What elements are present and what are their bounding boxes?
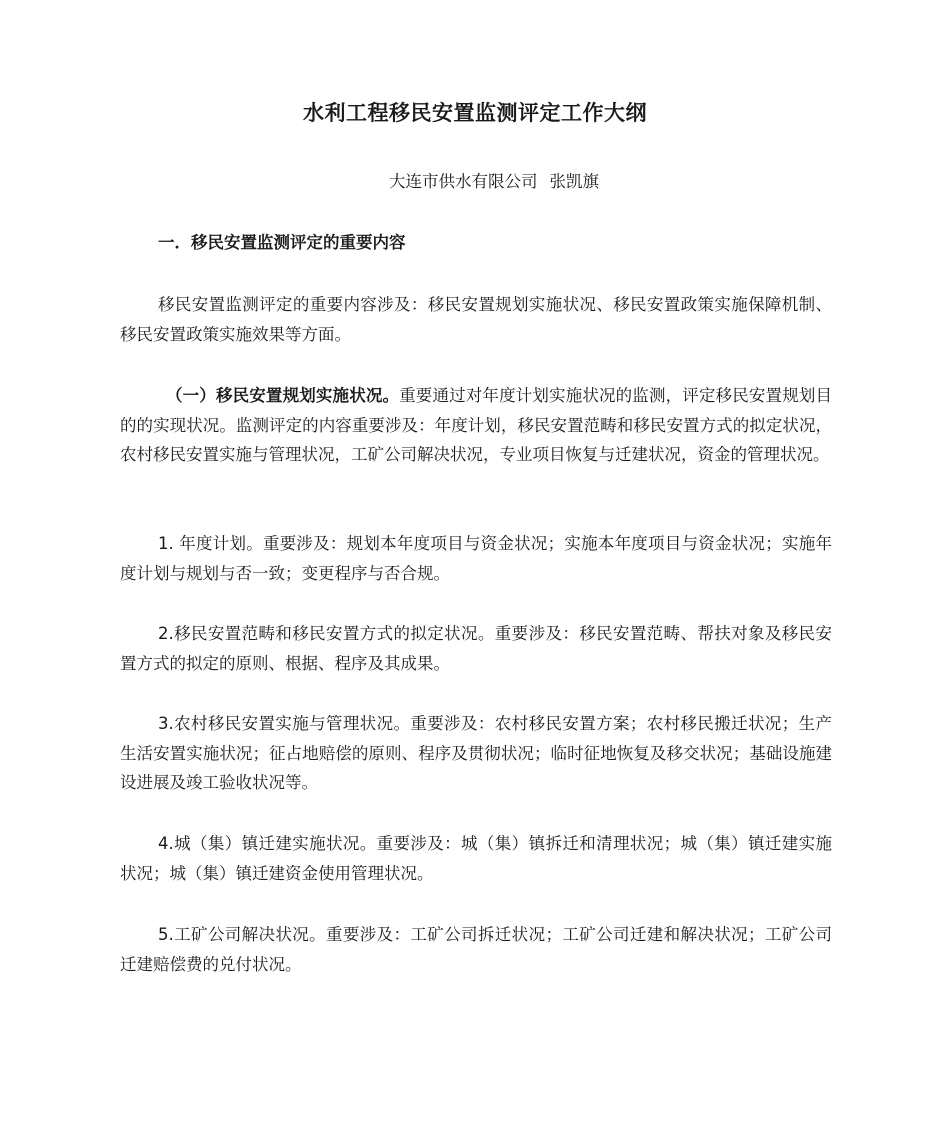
paragraph-text: 移民安置监测评定的重要内容涉及：移民安置规划实施状况、移民安置政策实施保障机制、移民安置政策实施效果等方面。 bbox=[120, 295, 832, 344]
paragraph-text: 2.移民安置范畴和移民安置方式的拟定状况。重要涉及：移民安置范畴、帮扶对象及移民安置方式的拟定的原则、根据、程序及其成果。 bbox=[120, 624, 832, 673]
paragraph-text: 3.农村移民安置实施与管理状况。重要涉及：农村移民安置方案；农村移民搬迁状况；生产生活安置实施状况；征占地赔偿的原则、程序及贯彻状况；临时征地恢复及移交状况；基础设施建设进展及竣工验收状况等。 bbox=[120, 714, 832, 792]
paragraph-text: 1. 年度计划。重要涉及：规划本年度项目与资金状况；实施本年度项目与资金状况；实施年度计划与规划与否一致；变更程序与否合规。 bbox=[120, 534, 832, 583]
paragraph-item-4 bbox=[120, 829, 832, 888]
paragraph-lead: （一）移民安置规划实施状况。 bbox=[166, 386, 400, 405]
paragraph-text: 重要通过对年度计划实施状况的监测，评定移民安置规划目的的实现状况。监测评定的内容重要涉及：年度计划，移民安置范畴和移民安置方式的拟定状况，农村移民安置实施与管理状况，工矿公司解决状况，专业项目恢复与迁建状况，资金的管理状况。 bbox=[120, 386, 833, 464]
paragraph-text: 4.城（集）镇迁建实施状况。重要涉及：城（集）镇拆迁和清理状况；城（集）镇迁建实施状况；城（集）镇迁建资金使用管理状况。 bbox=[120, 834, 832, 883]
paragraph-item-1 bbox=[120, 529, 832, 588]
paragraph-text: 5.工矿公司解决状况。重要涉及：工矿公司拆迁状况；工矿公司迁建和解决状况；工矿公司迁建赔偿费的兑付状况。 bbox=[120, 925, 832, 974]
author-name: 张凯旗 bbox=[549, 172, 599, 191]
author-organization: 大连市供水有限公司 bbox=[389, 172, 538, 191]
paragraph-item-3 bbox=[120, 709, 832, 798]
section-heading: 一．移民安置监测评定的重要内容 bbox=[158, 233, 406, 252]
paragraph-subsection-1 bbox=[120, 381, 832, 470]
document-title: 水利工程移民安置监测评定工作大纲 bbox=[303, 101, 647, 125]
paragraph-intro bbox=[120, 290, 832, 349]
paragraph-item-2 bbox=[120, 619, 832, 678]
paragraph-item-5 bbox=[120, 920, 832, 979]
author-line bbox=[0, 169, 950, 195]
